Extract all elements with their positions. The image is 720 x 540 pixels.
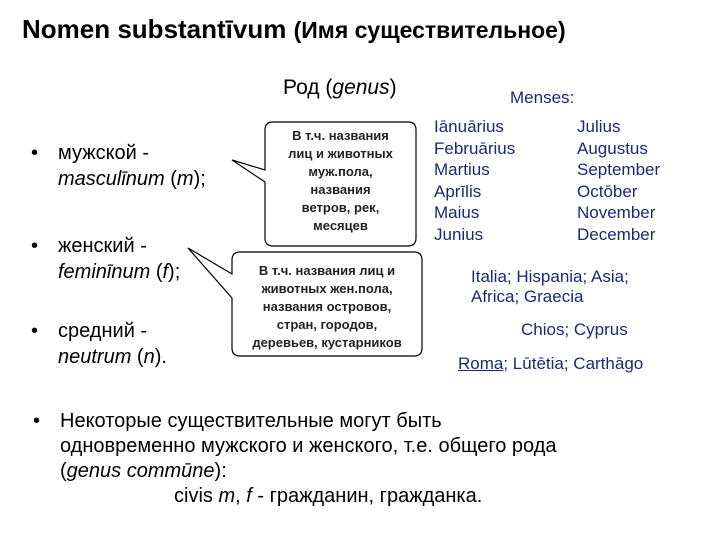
month-name: September: [577, 160, 661, 179]
subheading: [283, 76, 397, 100]
gender-name: средний -: [58, 320, 148, 342]
bottom-note: [33, 409, 710, 509]
example-countries: [471, 267, 629, 307]
paren-close: ):: [214, 460, 227, 482]
months-header: Menses:: [510, 88, 575, 107]
page-title: [22, 14, 566, 45]
callout-line: названия островов,: [262, 299, 392, 314]
example-word: civis: [174, 485, 213, 507]
title-russian: (Имя существительное): [293, 17, 566, 43]
note-example: [60, 484, 710, 509]
separator: ,: [235, 485, 247, 507]
month-name: Maius: [434, 203, 480, 222]
note-line-2: одновременно мужского и женского, т.е. общего рода: [60, 435, 557, 457]
month-name: Martius: [434, 160, 490, 179]
months-column-2: [577, 116, 660, 245]
subheading-prefix: Род (: [283, 76, 333, 99]
paren-open: (: [60, 460, 67, 482]
cities-rest: ; Lūtētia; Carthāgo: [503, 354, 644, 373]
callout-feminine-text: [232, 262, 422, 352]
abbr-f: f: [246, 485, 252, 507]
callout-line: В т.ч. названия лиц и: [258, 263, 396, 278]
gender-feminine: [31, 233, 181, 285]
callout-line: ветров, рек,: [301, 200, 380, 215]
month-name: Februārius: [434, 138, 516, 158]
paren-open: (: [131, 346, 144, 368]
callout-line: муж.пола,: [308, 164, 373, 179]
paren-close: );: [193, 168, 206, 190]
bullet-marker: •: [33, 410, 41, 432]
gender-latin-line: [58, 259, 180, 285]
month-name: Augustus: [577, 138, 648, 158]
callout-line: В т.ч. названия: [292, 128, 389, 143]
example-countries-line-1: Italia; Hispania; Asia;: [471, 267, 629, 286]
gender-abbr: m: [176, 168, 194, 190]
callout-line: лиц и животных: [288, 146, 393, 161]
subheading-suffix: ): [389, 76, 397, 99]
callout-line: названия: [310, 182, 371, 197]
month-name: Octōber: [577, 181, 638, 201]
callout-line: деревьев, кустарников: [252, 335, 402, 350]
example-cities: [458, 354, 643, 374]
paren-close: );: [168, 261, 181, 283]
paren-open: (: [150, 261, 163, 283]
months-column-1: [434, 116, 515, 245]
gender-latin: feminīnum: [58, 261, 151, 283]
note-line-1: Некоторые существительные могут быть: [60, 410, 442, 432]
gender-latin-line: [58, 166, 206, 192]
month-name: Junius: [434, 224, 484, 244]
note-line-3: [60, 459, 710, 484]
gender-masculine: [31, 140, 206, 192]
bullet-marker: •: [31, 320, 39, 342]
gender-name: мужской -: [58, 142, 150, 164]
callout-line: стран, городов,: [276, 317, 378, 332]
bullet-marker: •: [31, 235, 39, 257]
month-name: Julius: [577, 117, 621, 136]
example-countries-line-2: Africa; Graecia: [471, 287, 584, 306]
month-name: Aprīlis: [434, 181, 482, 201]
gender-latin: neutrum: [58, 346, 132, 368]
abbr-m: m: [218, 485, 236, 507]
paren-close: ).: [154, 346, 167, 368]
gender-abbr: f: [162, 261, 169, 283]
gender-latin: masculīnum: [58, 168, 165, 190]
gender-abbr: n: [143, 346, 155, 368]
month-name: December: [577, 224, 656, 244]
paren-open: (: [164, 168, 177, 190]
title-latin: Nomen substantīvum: [22, 14, 287, 44]
gender-name: женский -: [58, 235, 147, 257]
callout-line: месяцев: [313, 218, 368, 233]
subheading-term: genus: [332, 76, 390, 99]
callout-line: животных жен.пола,: [261, 281, 393, 296]
gender-neuter: [31, 318, 167, 370]
callout-masculine-text: [265, 127, 416, 235]
bullet-marker: •: [31, 142, 39, 164]
genus-commune-term: genus commūne: [66, 460, 215, 482]
city-link-roma[interactable]: Roma: [458, 354, 504, 373]
gender-latin-line: [58, 344, 167, 370]
example-islands: Chios; Cyprus: [521, 320, 628, 339]
month-name: Iānuārius: [434, 117, 504, 136]
month-name: November: [577, 203, 656, 222]
example-meaning: - гражданин, гражданка.: [251, 485, 483, 507]
